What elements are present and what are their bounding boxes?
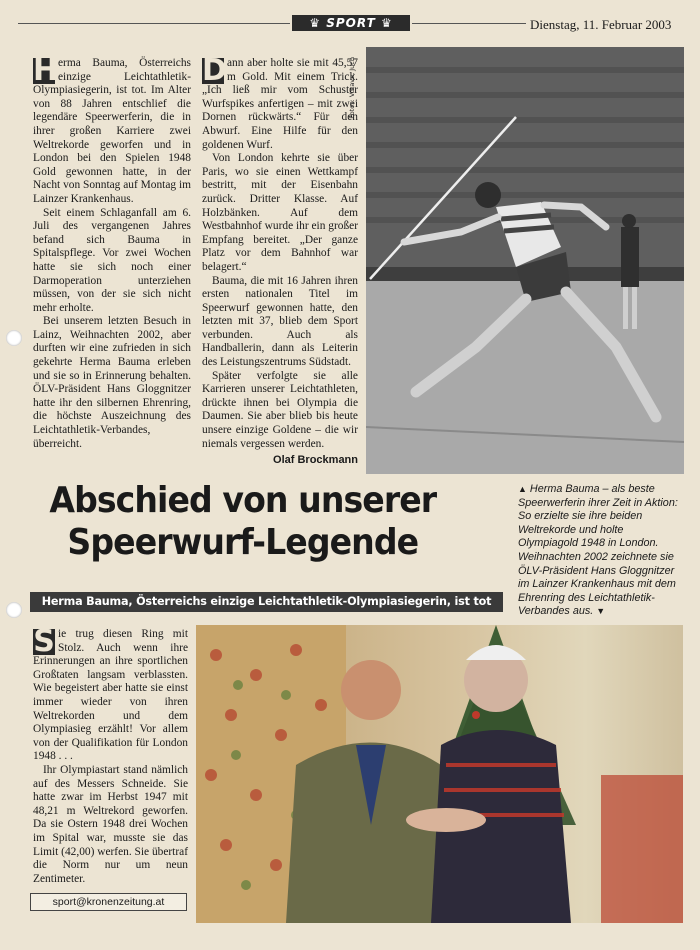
headline: Abschied von unserer Speerwurf-Legende xyxy=(49,480,437,563)
header-rule xyxy=(412,23,526,24)
article-column-2: D ann aber holte sie mit 45,57 m Gold. Mit einem Trick. „Ich ließ mir vom Schuster Wurfspikes anfertigen – mit zwei Dornen rückwärts.“ Für den Abwurf. Eine Hilfe für den goldenen Wurf. Von London kehrte sie über Paris, wo sie einen Wettkampf bestritt, mit der Eisenbahn zurück. Dritter Klasse. Auf Holzbänken. Auf dem Westbahnhof wurde ihr ein großer Empfang bereitet. „Der ganze Platz vor dem Bahnhof war belagert.“ Bauma, die mit 16 Jahren ihren ersten nationalen Titel im Speerwurf gewonnen hatte, den letzten mit 37, blieb dem Sport verbunden. Auch als Handballerin, dann als Leiterin des Leistungszentrums Südstadt. Später verfolgte sie alle Karrieren unserer Leichtathleten, drückte ihnen bei Olympia die Daumen. Sie aber blieb bis heute unsere einzige Goldene – die wir niemals vergessen werden. Olaf Brockmann xyxy=(202,53,358,467)
punch-hole xyxy=(6,330,22,346)
header-rule xyxy=(18,23,290,24)
javelin-thrower-photo xyxy=(366,47,684,474)
ring-ceremony-photo xyxy=(196,625,683,923)
photo-caption: ▲ Herma Bauma – als beste Speerwerferin ihrer Zeit in Aktion: So erzielte sie ihre beiden Weltrekorde und holte Olympiagold 1948 in London. Weihnachten 2002 zeichnete sie ÖLV-Präsident Hans Gloggnitzer im Lainzer Krankenhaus mit dem Ehrenring des Leichtathletik-Verbandes aus. ▼ xyxy=(518,483,678,618)
dropcap: S xyxy=(33,624,55,659)
photo-credit: Fotos: Votava, Juch xyxy=(348,57,356,119)
crown-icon: ♛ xyxy=(309,16,327,30)
dropcap: D xyxy=(202,53,227,88)
triangle-down-icon: ▼ xyxy=(596,606,606,617)
article-column-1: H erma Bauma, Österreichs einzige Leichtathletik-Olympiasiegerin, ist tot. Im Alter von 88 Jahren entschlief die legendäre Speerwerferin, die in ihrer großen Karriere zwei Weltrekorde geworfen und in London bei den Spielen 1948 Gold gewonnen hatte, in der Nacht von Sonntag auf Montag im Lainzer Krankenhaus. Seit einem Schlaganfall am 6. Juli des vergangenen Jahres befand sich Bauma in Spitalspflege. Vor zwei Wochen hatte sie sich noch einer Darmoperation unterziehen müssen, von der sie sich nicht mehr erholte. Bei unserem letzten Besuch in Lainz, Weihnachten 2002, aber durften wir eine zufrieden in sich gekehrte Herma Bauma erleben und sie so in Erinnerung behalten. ÖLV-Präsident Hans Gloggnitzer hatte ihr den silbernen Ehrenring, die höchste Auszeichnung des Leichtathletik-Verbandes, überreicht. xyxy=(33,53,191,450)
ring-ceremony-illustration xyxy=(196,625,683,923)
section-badge: ♛ SPORT ♛ xyxy=(292,15,410,31)
punch-hole xyxy=(6,602,22,618)
author-byline: Olaf Brockmann xyxy=(273,454,358,467)
contact-email[interactable]: sport@kronenzeitung.at xyxy=(30,893,187,911)
triangle-up-icon: ▲ xyxy=(518,484,527,494)
javelin-thrower-illustration xyxy=(366,47,684,474)
subheadline: Herma Bauma, Österreichs einzige Leichtathletik-Olympiasiegerin, ist tot xyxy=(30,592,503,612)
issue-date: Dienstag, 11. Februar 2003 xyxy=(530,17,672,32)
article-column-3: S ie trug diesen Ring mit Stolz. Auch wenn ihre Erinnerungen an ihre sportlichen Großtaten langsam verblassten. Wie begeistert aber hatte sie einst immer wieder von ihren Weltrekorden und dem Olympiasieg erzählt! Vor allem von der Qualifikation für London 1948 . . . Ihr Olympiastart stand nämlich auf des Messers Schneide. Sie hatte zwar im Herbst 1947 mit 48,21 m Weltrekord geworfen. Da sie Ostern 1948 drei Wochen im Spital war, musste sie das Limit (42,00) werfen. Sie übertraf die Norm nur um neun Zentimeter. xyxy=(33,624,188,885)
crown-icon: ♛ xyxy=(375,16,393,30)
dropcap: H xyxy=(33,53,59,88)
